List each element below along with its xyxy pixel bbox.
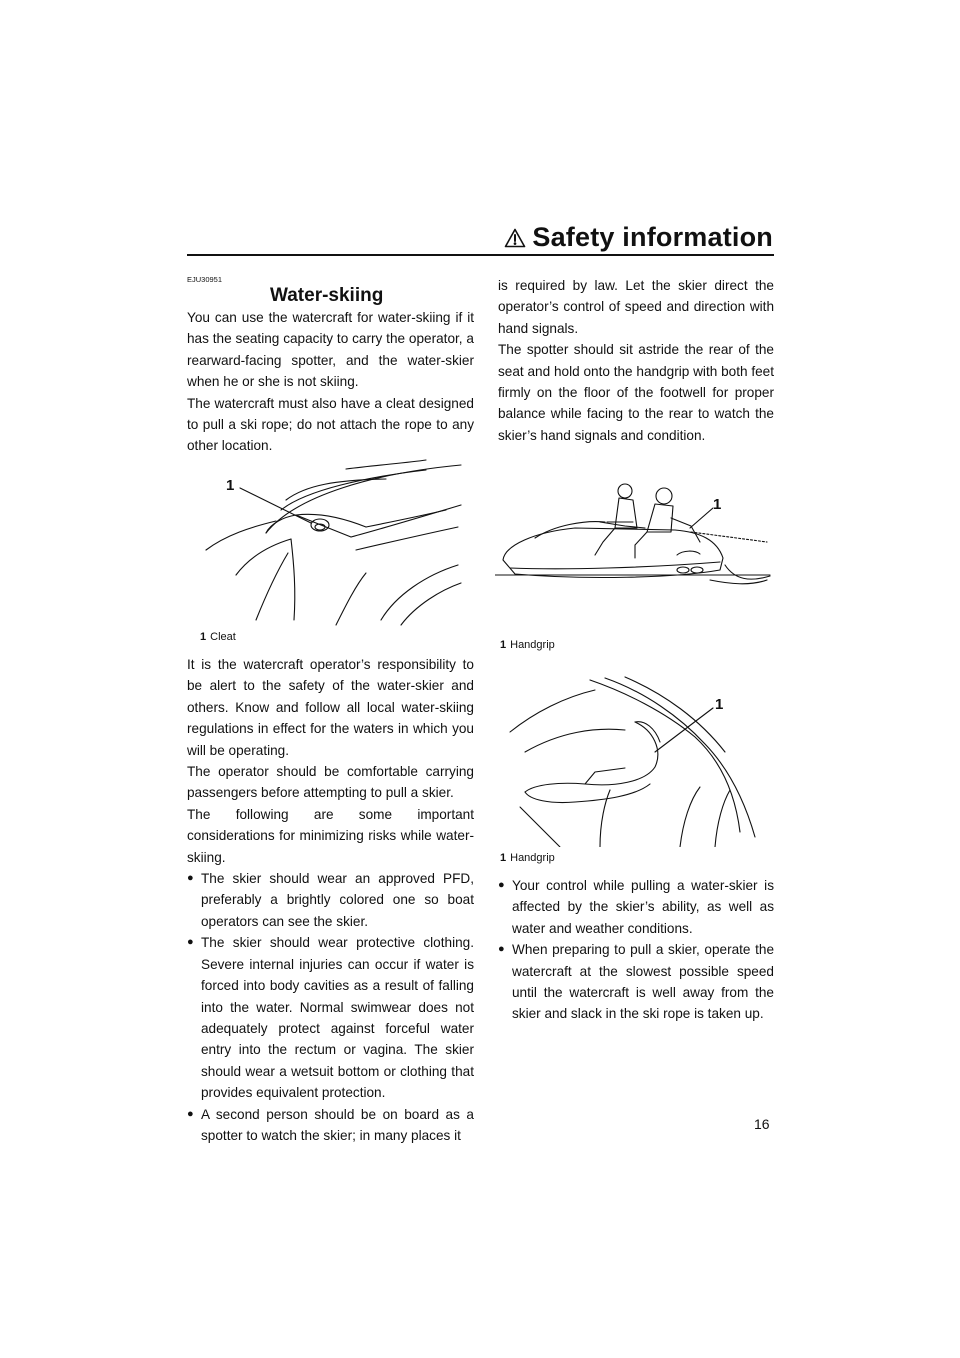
bullet-item: ● A second person should be on board as a spotter to watch the skier; in many places it [187,1104,474,1147]
bullet-item: ● When preparing to pull a skier, operate the watercraft at the slowest possible speed until the watercraft is well away from the skier and slack in the ski rope is taken up. [498,939,774,1025]
paragraph: The watercraft must also have a cleat designed to pull a ski rope; do not attach the rope to any other location. [187,395,474,454]
figure-callout: 1 [226,477,235,494]
paragraph: The spotter should sit astride the rear of the seat and hold onto the handgrip with both feet firmly on the floor of the footwell for proper balance while facing to the rear to watch the skier’s hand signals and condition. [498,342,774,443]
paragraph: The operator should be comfortable carrying passengers before attempting to pull a skier. [187,764,474,801]
paragraph: The following are some important considerations for minimizing risks while water-skiing. [187,806,474,865]
watercraft-caption [500,639,555,651]
section-code: EJU30951 [187,275,223,284]
paragraph: You can use the watercraft for water-skiing if it has the seating capacity to carry the operator, a rearward-facing spotter, and the water-skier when he or she is not skiing. [187,310,474,390]
right-column [498,275,774,446]
right-column-continued [498,875,774,1025]
bullet-item: ● The skier should wear an approved PFD, preferably a brightly colored one so boat operators can see the skier. [187,868,474,932]
left-column-continued [187,654,474,1146]
page-number: 16 [754,1116,770,1132]
figure-callout: 1 [715,696,724,713]
caption-text: Handgrip [510,639,555,651]
left-column [187,275,474,457]
bullet-item: ● Your control while pulling a water-skier is affected by the skier’s ability, as well as water and weather conditions. [498,875,774,939]
watercraft-figure [495,470,775,630]
caption-text: Handgrip [510,852,555,864]
section-title: Water-skiing [270,285,384,306]
figure-callout: 1 [713,496,722,513]
header-rule [187,254,774,256]
handgrip-caption [500,852,555,864]
caption-text: Cleat [210,631,236,643]
caption-number: 1 [500,639,507,651]
callout-leader-line [495,470,775,630]
paragraph: is required by law. Let the skier direct the operator’s control of speed and direction with hand signals. [498,278,774,336]
page-header [504,222,773,253]
cleat-caption [200,631,236,643]
caption-number: 1 [500,852,507,864]
handgrip-figure [505,672,775,847]
paragraph: It is the watercraft operator’s responsibility to be alert to the safety of the water-skier and others. Know and follow all local water-skiing regulations in effect for the waters in which you will be operating. [187,657,474,758]
callout-leader-line [196,455,466,630]
cleat-figure [196,455,466,630]
caption-number: 1 [200,631,207,643]
warning-triangle-icon [504,228,526,248]
callout-leader-line [505,672,775,847]
page-title: Safety information [532,222,773,252]
bullet-item: ● The skier should wear protective clothing. Severe internal injuries can occur if water is forced into body cavities as a result of falling into the water. Normal swimwear does not adequately protect against forceful water entry into the rectum or vagina. The skier should wear a wetsuit bottom or clothing that provides equivalent protection. [187,932,474,1103]
